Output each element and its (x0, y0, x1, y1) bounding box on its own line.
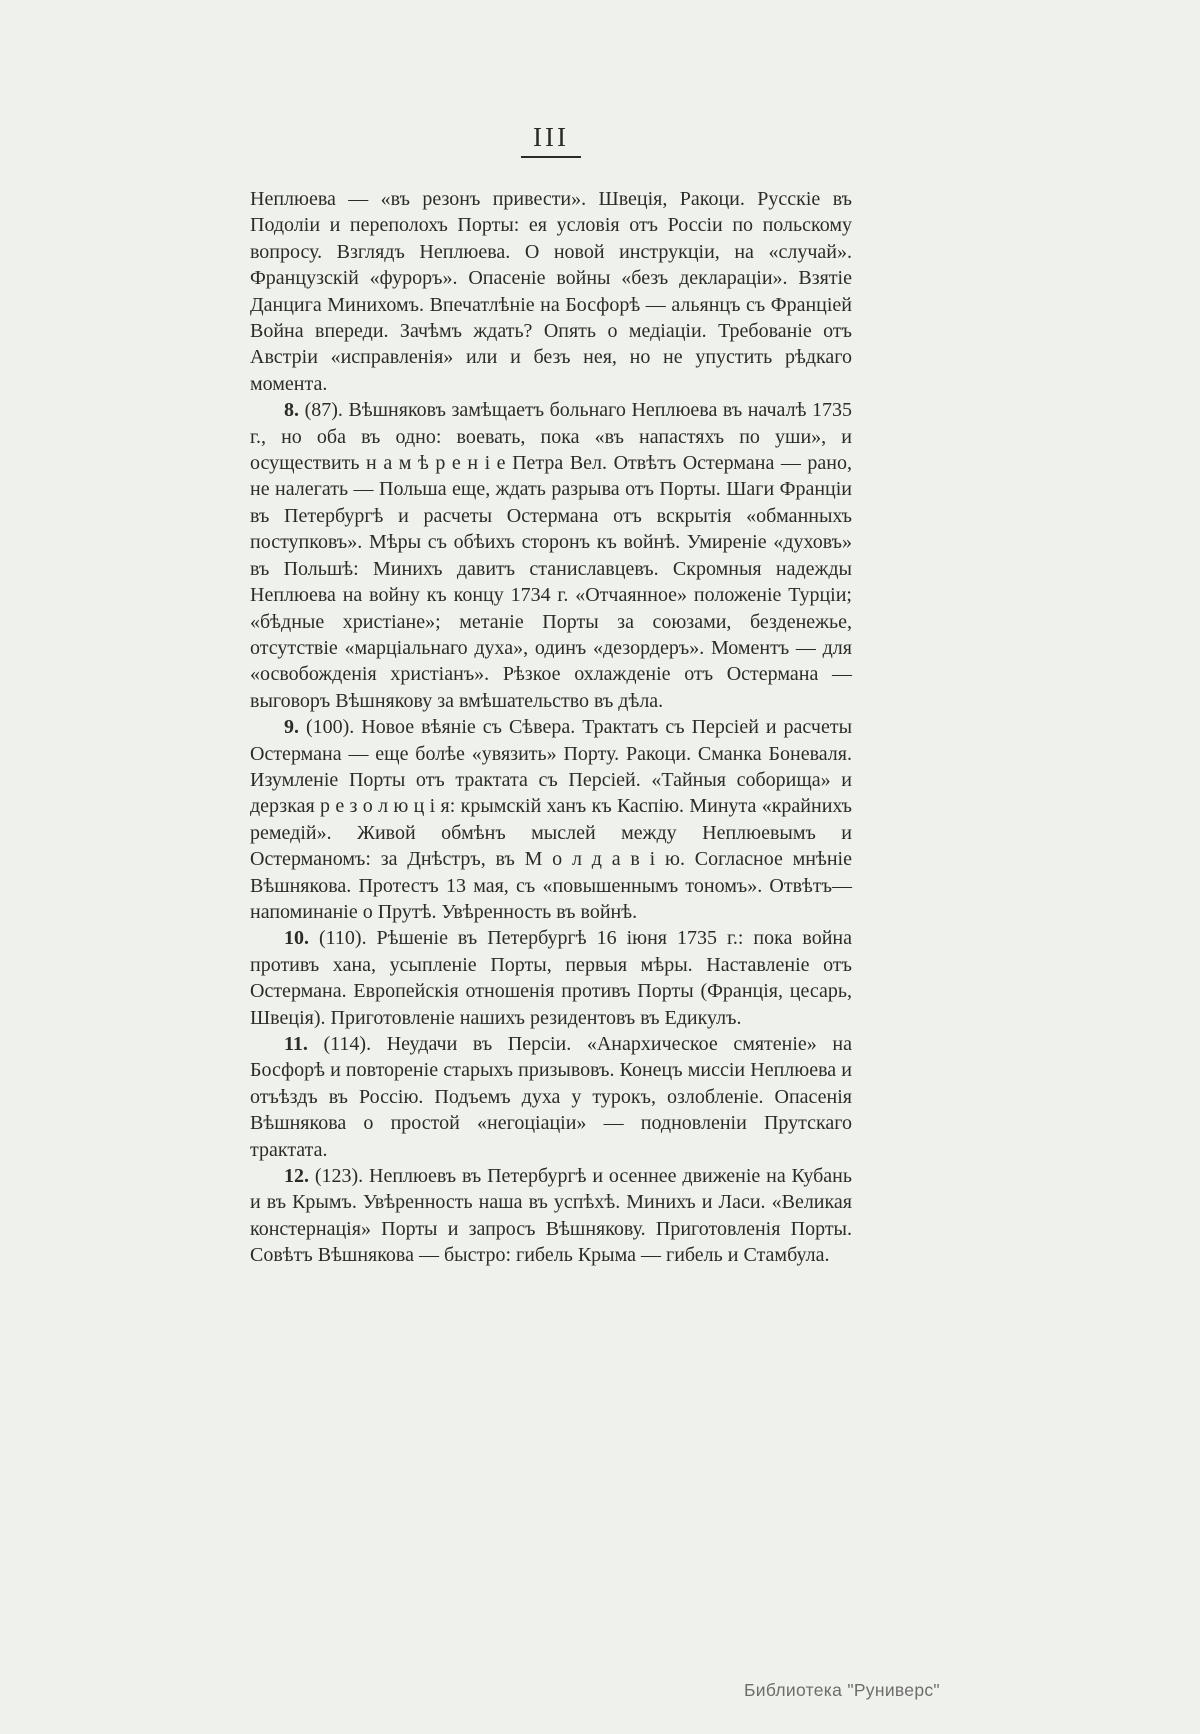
toc-entry-continuation (250, 186, 852, 397)
entry-page-ref: (123). (314, 1165, 364, 1188)
toc-entry-12 (250, 1163, 852, 1269)
entry-page-ref: (87). (304, 399, 343, 422)
entry-text: Новое вѣяніе съ Сѣвера. Трактатъ съ Персіей и расчеты Остермана — еще болѣе «увязить» Порту. Ракоци. Сманка Боневаля. Изумленіе Порты отъ трактата съ Персіей. «Тайныя соборища» и дерзкая р е з о л ю ц і я: крымскій ханъ къ Каспію. Минута «крайнихъ ремедій». Живой обмѣнъ мыслей между Неплюевымъ и Остерманомъ: за Днѣстръ, въ М о л д а в і ю. Согласное мнѣніе Вѣшнякова. Протестъ 13 мая, съ «повышеннымъ тономъ». Отвѣтъ—напоминаніе о Прутѣ. Увѣренность въ войнѣ. (250, 716, 853, 923)
entry-text: Рѣшеніе въ Петербургѣ 16 іюня 1735 г.: пока война противъ хана, усыпленіе Порты, первыя мѣры. Наставленіе отъ Остермана. Европейскія отношенія противъ Порты (Франція, цесарь, Швеція). Приготовленіе нашихъ резидентовъ въ Едикулъ. (250, 927, 852, 1029)
watermark: Библиотека "Руниверс" (744, 1680, 940, 1700)
entry-page-ref: (114). (323, 1033, 372, 1055)
entry-text: Неудачи въ Персіи. «Анархическое смятеніе» на Босфорѣ и повтореніе старыхъ призывовъ. Конецъ миссіи Неплюева и отъѣздъ въ Россію. Подъемъ духа у турокъ, озлобленіе. Опасенія Вѣшнякова о простой «негоціаціи» — подновленіи Прутскаго трактата. (250, 1033, 852, 1161)
chapter-heading-wrap (250, 122, 852, 158)
entry-text: Вѣшняковъ замѣщаетъ больнаго Неплюева въ началѣ 1735 г., но оба въ одно: воевать, пока «въ напастяхъ по уши», и осуществить н а м ѣ р е н і е Петра Вел. Отвѣтъ Остермана — рано, не налегать — Польша еще, ждать разрыва отъ Порты. Шаги Франціи въ Петербургѣ и расчеты Остермана отъ вскрытія «обманныхъ поступковъ». Мѣры съ обѣихъ сторонъ къ войнѣ. Умиреніе «духовъ» въ Польшѣ: Минихъ давитъ станиславцевъ. Скромныя надежды Неплюева на войну къ концу 1734 г. «Отчаянное» положеніе Турціи; «бѣдные христіане»; метаніе Порты за союзами, безденежье, отсутствіе «марціальнаго духа», одинъ «дезордеръ». Моментъ — для «освобожденія христіанъ». Рѣзкое охлажденіе отъ Остермана — выговоръ Вѣшнякову за вмѣшательство въ дѣла. (250, 399, 853, 712)
entry-page-ref: (110). (318, 927, 367, 950)
entry-text: Неплюева — «въ резонъ привести». Швеція, Ракоци. Русскіе въ Подоліи и переполохъ Порты: ея условія отъ Россіи по польскому вопросу. Взглядъ Неплюева. О новой инструкціи, на «случай». Французскій «фуроръ». Опасеніе войны «безъ деклараціи». Взятіе Данцига Минихомъ. Впечатлѣніе на Босфорѣ — альянцъ съ Франціей Война впереди. Зачѣмъ ждать? Опять о медіаціи. Требованіе отъ Австріи «исправленія» или и безъ нея, но не упустить рѣдкаго момента. (250, 188, 852, 395)
entry-number: 11. (284, 1033, 308, 1055)
entry-number: 9. (284, 716, 299, 739)
toc-entry-9 (250, 714, 852, 925)
toc-entry-10 (250, 925, 852, 1031)
chapter-heading: III (521, 122, 581, 158)
entry-page-ref: (100). (305, 716, 355, 739)
entry-number: 10. (284, 927, 309, 950)
entry-number: 8. (284, 399, 299, 422)
entry-number: 12. (284, 1165, 309, 1188)
toc-entry-11 (250, 1031, 852, 1163)
toc-entry-8 (250, 397, 852, 714)
toc-content (250, 186, 852, 1269)
entry-text: Неплюевъ въ Петербургѣ и осеннее движеніе на Кубань и въ Крымъ. Увѣренность наша въ успѣхѣ. Минихъ и Ласи. «Великая констернація» Порты и запросъ Вѣшнякову. Приготовленія Порты. Совѣтъ Вѣшнякова — быстро: гибель Крыма — гибель и Стамбула. (250, 1165, 852, 1267)
